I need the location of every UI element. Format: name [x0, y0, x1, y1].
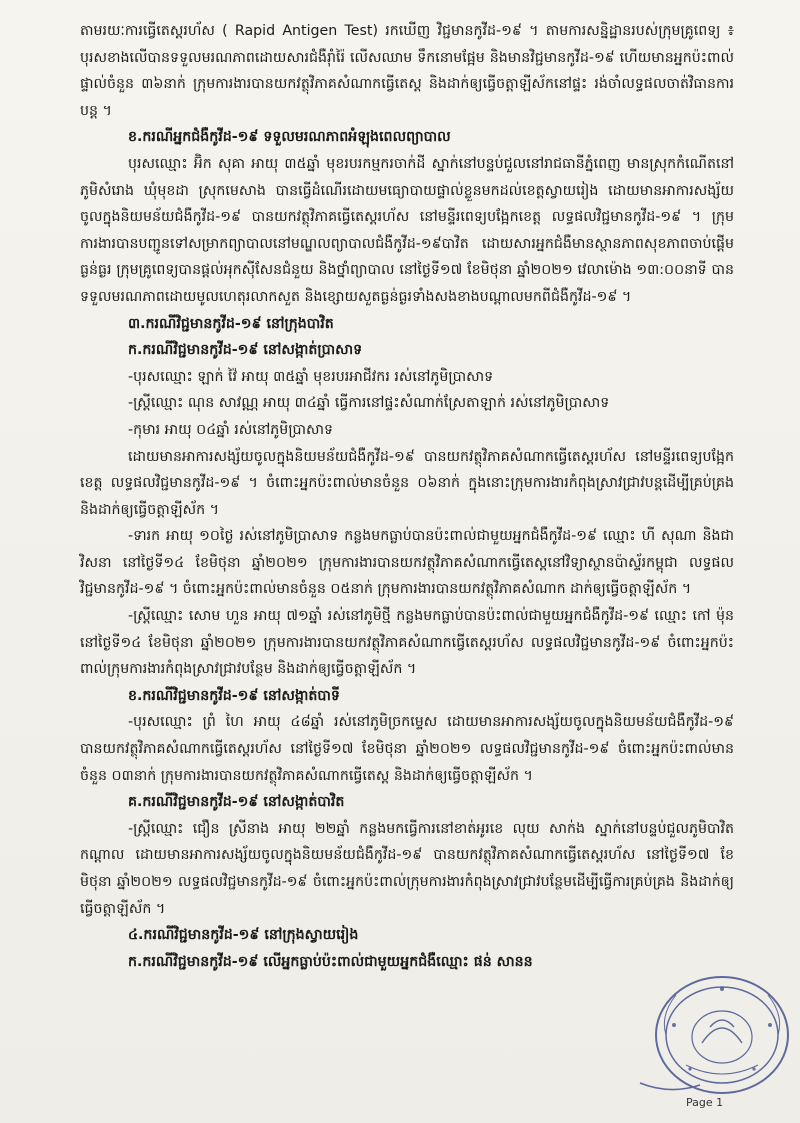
- document-body: [80, 18, 734, 975]
- list-item: -ស្ត្រីឈ្មោះ ជឿន ស្រីនាង អាយុ ២២ឆ្នាំ កន្លងមកធ្វើការនៅខាត់អូរខេ លុយ សាក់ង ស្នាក់នៅបន្ទប់ជួលភូមិបាវិតកណ្តាល ដោយមានអាការសង្ស័យចូលក្នុងនិយមន័យជំងឺកូវីដ-១៩ បានយកវត្ថុវិភាគសំណាកធ្វើតេស្តរហ័ស នៅថ្ងៃទី១៧ ខែមិថុនា ឆ្នាំ២០២១ លទ្ធផលវិជ្ជមានកូវីដ-១៩ ចំពោះអ្នកប៉ះពាល់ក្រុមការងារកំពុងស្រាវជ្រាវបន្ថែមដើម្បីធ្វើការគ្រប់គ្រង និងដាក់ឲ្យធ្វើចត្តាឡីស័ក ។: [80, 820, 734, 917]
- list-item: -ទារក អាយុ ១០ថ្ងៃ រស់នៅភូមិប្រាសាទ កន្លងមកធ្លាប់បានប៉ះពាល់ជាមួយអ្នកជំងឺកូវីដ-១៩ ឈ្មោះ ហី សុណា និងជា វិសនា នៅថ្ងៃទី១៤ ខែមិថុនា ឆ្នាំ២០២១ ក្រុមការងារបានយកវត្ថុវិភាគសំណាកធ្វើតេស្តនៅវិទ្យាស្ថានប៉ាស្ទ័រកម្ពុជា លទ្ធផលវិជ្ជមានកូវីដ-១៩ ។ ចំពោះអ្នកប៉ះពាល់មានចំនួន ០៥នាក់ ក្រុមការងារបានយកវត្ថុវិភាគសំណាក ដាក់ឲ្យធ្វើចត្តាឡីស័ក ។: [80, 528, 734, 598]
- section-heading-kh: ខ.ករណីអ្នកជំងឺកូវីដ-១៩ ទទួលមរណភាពអំឡុងពេលព្យាបាល: [128, 129, 451, 146]
- paragraph-intro: តាមរយៈការធ្វើតេស្តរហ័ស ( Rapid Antigen Test) រកឃើញ វិជ្ជមានកូវីដ-១៩ ។ តាមការសន្និដ្ឋានរបស់ក្រុមគ្រូពេទ្យ ៖ បុរសខាងលើបានទទួលមរណភាពដោយសារជំងឺរ៉ាំរ៉ៃ លើសឈាម ទឹកនោមផ្អែម និងមានវិជ្ជមានកូវីដ-១៩ ហើយមានអ្នកប៉ះពាល់ផ្ទាល់ចំនួន ៣៦នាក់ ក្រុមការងារបានយកវត្ថុវិភាគសំណាកធ្វើតេស្ត និងដាក់ឲ្យធ្វើចត្តាឡីស័កនៅផ្ទះ រង់ចាំលទ្ធផលចាត់វិធានការបន្ត ។: [80, 23, 734, 119]
- paragraph-family-case: ដោយមានអាការសង្ស័យចូលក្នុងនិយមន័យជំងឺកូវីដ-១៩ បានយកវត្ថុវិភាគសំណាកធ្វើតេស្តរហ័ស នៅមន្ទីរពេទ្យបង្អែកខេត្ត លទ្ធផលវិជ្ជមានកូវីដ-១៩ ។ ចំពោះអ្នកប៉ះពាល់មានចំនួន ០៦នាក់ ក្នុងនោះក្រុមការងារកំពុងស្រាវជ្រាវបន្តដើម្បីគ្រប់គ្រង និងដាក់ឲ្យធ្វើចត្តាឡីស័ក ។: [80, 448, 734, 518]
- list-item: -កុមារ អាយុ ០៤ឆ្នាំ រស់នៅភូមិប្រាសាទ: [128, 421, 334, 438]
- subheading-3a: ក.ករណីវិជ្ជមានកូវីដ-១៩ នៅសង្កាត់ប្រាសាទ: [128, 342, 363, 359]
- section-heading-3: ៣.ករណីវិជ្ជមានកូវីដ-១៩ នៅក្រុងបាវិត: [128, 315, 334, 332]
- subheading-3c: គ.ករណីវិជ្ជមានកូវីដ-១៩ នៅសង្កាត់បាវិត: [128, 794, 345, 811]
- list-item: -បុរសឈ្មោះ ឡាក់ វ៉ៃ អាយុ ៣៥ឆ្នាំ មុខរបរអាជីវករ រស់នៅភូមិប្រាសាទ: [128, 368, 494, 385]
- section-heading-4: ៤.ករណីវិជ្ជមានកូវីដ-១៩ នៅក្រុងស្វាយរៀង: [128, 927, 359, 944]
- subheading-4a: ក.ករណីវិជ្ជមានកូវីដ-១៩ លើអ្នកធ្លាប់ប៉ះពាល់ជាមួយអ្នកជំងឺឈ្មោះ ផន់ សានន: [128, 953, 533, 970]
- official-seal-icon: [630, 965, 795, 1100]
- list-item: -បុរសឈ្មោះ ព្រំ ហៃ អាយុ ៤៨ឆ្នាំ រស់នៅភូមិច្រកម្ទេស ដោយមានអាការសង្ស័យចូលក្នុងនិយមន័យជំងឺកូវីដ-១៩ បានយកវត្ថុវិភាគសំណាកធ្វើតេស្តរហ័ស នៅថ្ងៃទី១៧ ខែមិថុនា ឆ្នាំ២០២១ លទ្ធផលវិជ្ជមានកូវីដ-១៩ ចំពោះអ្នកប៉ះពាល់មានចំនួន ០៣នាក់ ក្រុមការងារបានយកវត្ថុវិភាគសំណាកធ្វើតេស្ត និងដាក់ឲ្យធ្វើចត្តាឡីស័ក ។: [80, 714, 734, 784]
- list-item: -ស្ត្រីឈ្មោះ សោម ហួន អាយុ ៧១ឆ្នាំ រស់នៅភូមិថ្មី កន្លងមកធ្លាប់បានប៉ះពាល់ជាមួយអ្នកជំងឺកូវីដ-១៩ ឈ្មោះ កៅ ម៉ុន នៅថ្ងៃទី១៤ ខែមិថុនា ឆ្នាំ២០២១ ក្រុមការងារបានយកវត្ថុវិភាគសំណាកធ្វើតេស្តរហ័ស លទ្ធផលវិជ្ជមានកូវីដ-១៩ ចំពោះអ្នកប៉ះពាល់ក្រុមការងារកំពុងស្រាវជ្រាវបន្ថែម និងដាក់ឲ្យធ្វើចត្តាឡីស័ក ។: [80, 608, 734, 678]
- page-number: Page 1: [686, 1096, 724, 1109]
- subheading-3b: ខ.ករណីវិជ្ជមានកូវីដ-១៩ នៅសង្កាត់បាទី: [128, 687, 340, 704]
- list-item: -ស្ត្រីឈ្មោះ ណុន សាវណ្ណ អាយុ ៣៤ឆ្នាំ ធ្វើការនៅផ្ទះសំណាក់ស្រែតាឡាក់ រស់នៅភូមិប្រាសាទ: [128, 395, 610, 412]
- paragraph-death-case: បុរសឈ្មោះ អ៊ិក សុគា អាយុ ៣៥ឆ្នាំ មុខរបរកម្មករចាក់ដី ស្នាក់នៅបន្ទប់ជួលនៅរាជធានីភ្នំពេញ មានស្រុកកំណើតនៅភូមិសំរោង ឃុំមុខដា ស្រុកមេសាង បានធ្វើដំណើរដោយមធ្យោបាយផ្ទាល់ខ្លួនមកដល់ខេត្តស្វាយរៀង ដោយមានអាការសង្ស័យចូលក្នុងនិយមន័យជំងឺកូវីដ-១៩ បានយកវត្ថុវិភាគធ្វើតេស្តរហ័ស នៅមន្ទីរពេទ្យបង្អែកខេត្ត លទ្ធផលវិជ្ជមានកូវីដ-១៩ ។ ក្រុមការងារបានបញ្ជូនទៅសម្រាកព្យាបាលនៅមណ្ឌលព្យាបាលជំងឺកូវីដ-១៩បាវិត ដោយសារអ្នកជំងឺមានស្ថានភាពសុខភាពចាប់ផ្តើមធ្ងន់ធ្ងរ ក្រុមគ្រូពេទ្យបានផ្តល់អុកស៊ីសែនជំនួយ និងថ្នាំព្យាបាល នៅថ្ងៃទី១៧ ខែមិថុនា ឆ្នាំ២០២១ វេលាម៉ោង ១៣:០០នាទី បានទទួលមរណភាពដោយមូលហេតុរលាកសួត និងខ្សោយសួតធ្ងន់ធ្ងរទាំងសងខាងបណ្តាលមកពីជំងឺកូវីដ-១៩ ។: [80, 155, 734, 305]
